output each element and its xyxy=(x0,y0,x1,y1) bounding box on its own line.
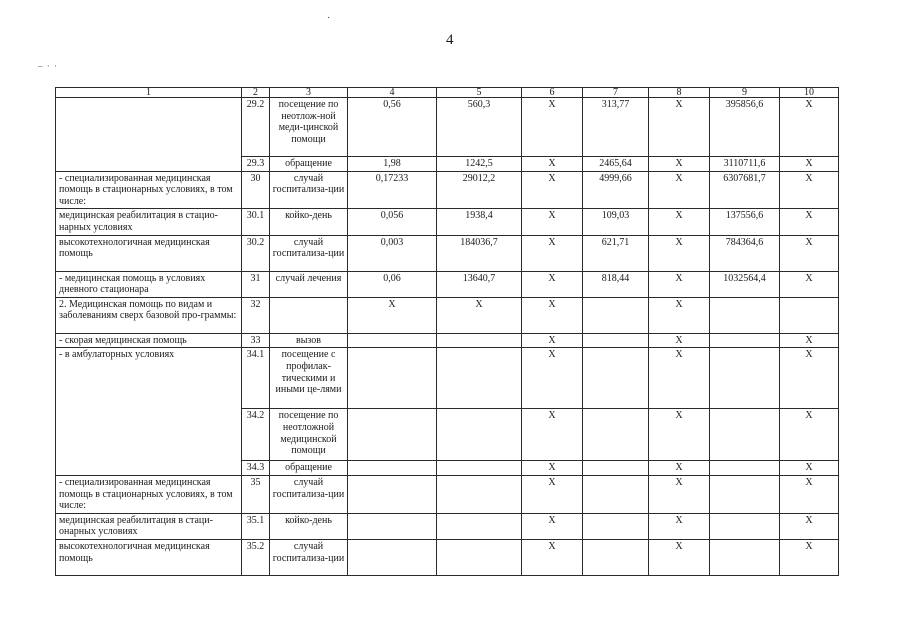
cell-c9: 137556,6 xyxy=(710,209,780,235)
cell-c5 xyxy=(437,409,522,461)
cell-unit: вызов xyxy=(270,333,348,348)
cell-unit: случай лечения xyxy=(270,271,348,297)
cell-c10: X xyxy=(780,157,839,172)
cell-code: 30.2 xyxy=(242,235,270,271)
cell-c10: X xyxy=(780,513,839,539)
cell-c7 xyxy=(583,539,649,575)
header-cell: 2 xyxy=(242,88,270,98)
cell-c4 xyxy=(348,333,437,348)
scan-artifact-dot: ˙ xyxy=(327,16,331,27)
row-name-cell: - специализированная медицинская помощь в стационарных условиях, в том числе: xyxy=(56,171,242,209)
cell-c6: X xyxy=(522,513,583,539)
cell-code: 29.3 xyxy=(242,157,270,172)
cell-c5: 184036,7 xyxy=(437,235,522,271)
cell-c7 xyxy=(583,348,649,409)
cell-c9 xyxy=(710,539,780,575)
cell-c9 xyxy=(710,461,780,476)
cell-c6: X xyxy=(522,348,583,409)
cell-code: 33 xyxy=(242,333,270,348)
page-number: 4 xyxy=(446,32,454,48)
table-row xyxy=(56,348,839,409)
cell-c4 xyxy=(348,513,437,539)
cell-c7 xyxy=(583,513,649,539)
header-cell: 7 xyxy=(583,88,649,98)
cell-c5 xyxy=(437,475,522,513)
cell-c8: X xyxy=(649,539,710,575)
cell-c7 xyxy=(583,409,649,461)
table-row xyxy=(56,235,839,271)
table-row xyxy=(56,539,839,575)
cell-c10: X xyxy=(780,333,839,348)
cell-c5 xyxy=(437,461,522,476)
cell-unit: случай госпитализа-ции xyxy=(270,171,348,209)
cell-c8: X xyxy=(649,297,710,333)
cell-c4: 0,003 xyxy=(348,235,437,271)
cell-c6: X xyxy=(522,98,583,157)
cell-c10 xyxy=(780,297,839,333)
cell-c8: X xyxy=(649,475,710,513)
cell-code: 34.3 xyxy=(242,461,270,476)
cell-c8: X xyxy=(649,513,710,539)
cell-c4: 1,98 xyxy=(348,157,437,172)
cell-c5: X xyxy=(437,297,522,333)
cell-unit: койко-день xyxy=(270,209,348,235)
row-name-cell: высокотехнологичная медицинская помощь xyxy=(56,539,242,575)
cell-c8: X xyxy=(649,157,710,172)
cell-c7: 109,03 xyxy=(583,209,649,235)
header-cell: 9 xyxy=(710,88,780,98)
cell-c4 xyxy=(348,539,437,575)
cell-c6: X xyxy=(522,409,583,461)
cell-c4 xyxy=(348,461,437,476)
row-name-cell: высокотехнологичная медицинская помощь xyxy=(56,235,242,271)
cell-c9: 395856,6 xyxy=(710,98,780,157)
cell-c4: X xyxy=(348,297,437,333)
cell-c4: 0,17233 xyxy=(348,171,437,209)
cell-c6: X xyxy=(522,171,583,209)
cell-c10: X xyxy=(780,98,839,157)
table-row xyxy=(56,98,839,157)
cell-c10: X xyxy=(780,461,839,476)
cell-c5 xyxy=(437,513,522,539)
cell-c4: 0,06 xyxy=(348,271,437,297)
cell-c9 xyxy=(710,475,780,513)
row-name-cell: - специализированная медицинская помощь в стационарных условиях, в том числе: xyxy=(56,475,242,513)
scan-artifact-mark: – · · xyxy=(38,61,58,71)
header-cell: 1 xyxy=(56,88,242,98)
cell-c8: X xyxy=(649,461,710,476)
cell-c9: 3110711,6 xyxy=(710,157,780,172)
header-cell: 10 xyxy=(780,88,839,98)
row-name-cell: - медицинская помощь в условиях дневного стационара xyxy=(56,271,242,297)
table-row xyxy=(56,171,839,209)
header-cell: 3 xyxy=(270,88,348,98)
cell-c10: X xyxy=(780,271,839,297)
cell-code: 30 xyxy=(242,171,270,209)
cell-c4 xyxy=(348,409,437,461)
cell-c10: X xyxy=(780,348,839,409)
cell-c7: 313,77 xyxy=(583,98,649,157)
cell-c8: X xyxy=(649,171,710,209)
cell-c5: 13640,7 xyxy=(437,271,522,297)
cell-c10: X xyxy=(780,409,839,461)
cell-c8: X xyxy=(649,348,710,409)
cell-c9 xyxy=(710,409,780,461)
cell-c9 xyxy=(710,348,780,409)
cell-c6: X xyxy=(522,297,583,333)
cell-unit: случай госпитализа-ции xyxy=(270,235,348,271)
cell-c7 xyxy=(583,475,649,513)
cell-c6: X xyxy=(522,539,583,575)
cell-c5 xyxy=(437,348,522,409)
cell-code: 29.2 xyxy=(242,98,270,157)
table-row xyxy=(56,513,839,539)
cell-unit: обращение xyxy=(270,461,348,476)
cell-code: 35.1 xyxy=(242,513,270,539)
cell-c9: 784364,6 xyxy=(710,235,780,271)
cell-c8: X xyxy=(649,271,710,297)
table-row xyxy=(56,297,839,333)
cell-c7: 4999,66 xyxy=(583,171,649,209)
cell-c7: 621,71 xyxy=(583,235,649,271)
cell-c4: 0,56 xyxy=(348,98,437,157)
cell-c6: X xyxy=(522,157,583,172)
cell-c10: X xyxy=(780,235,839,271)
table-row xyxy=(56,209,839,235)
cell-unit: койко-день xyxy=(270,513,348,539)
cell-c5: 29012,2 xyxy=(437,171,522,209)
cell-unit: обращение xyxy=(270,157,348,172)
cell-c5: 560,3 xyxy=(437,98,522,157)
cell-unit: случай госпитализа-ции xyxy=(270,475,348,513)
cell-c4 xyxy=(348,348,437,409)
cell-c4: 0,056 xyxy=(348,209,437,235)
cell-c6: X xyxy=(522,235,583,271)
cell-c6: X xyxy=(522,333,583,348)
table-header-row xyxy=(56,88,839,98)
cell-c9 xyxy=(710,297,780,333)
cell-c9: 1032564,4 xyxy=(710,271,780,297)
cell-c4 xyxy=(348,475,437,513)
cell-c10: X xyxy=(780,475,839,513)
cell-c6: X xyxy=(522,475,583,513)
cell-c5: 1938,4 xyxy=(437,209,522,235)
cell-code: 34.1 xyxy=(242,348,270,409)
cell-c9 xyxy=(710,333,780,348)
cell-c7: 818,44 xyxy=(583,271,649,297)
table-row xyxy=(56,475,839,513)
header-cell: 5 xyxy=(437,88,522,98)
cell-code: 31 xyxy=(242,271,270,297)
cell-c10: X xyxy=(780,539,839,575)
cell-code: 32 xyxy=(242,297,270,333)
cell-c10: X xyxy=(780,171,839,209)
cell-c9 xyxy=(710,513,780,539)
cell-c5 xyxy=(437,539,522,575)
cell-c6: X xyxy=(522,271,583,297)
cell-code: 35.2 xyxy=(242,539,270,575)
header-cell: 6 xyxy=(522,88,583,98)
cell-c9: 6307681,7 xyxy=(710,171,780,209)
row-name-cell: - в амбулаторных условиях xyxy=(56,348,242,476)
cell-c6: X xyxy=(522,461,583,476)
cell-c6: X xyxy=(522,209,583,235)
header-cell: 8 xyxy=(649,88,710,98)
cell-unit: случай госпитализа-ции xyxy=(270,539,348,575)
cell-unit: посещение по неотложной медицинской помощи xyxy=(270,409,348,461)
cell-c7: 2465,64 xyxy=(583,157,649,172)
cell-c8: X xyxy=(649,98,710,157)
row-name-cell xyxy=(56,98,242,172)
row-name-cell: - скорая медицинская помощь xyxy=(56,333,242,348)
cell-c7 xyxy=(583,461,649,476)
row-name-cell: медицинская реабилитация в стаци-онарных условиях xyxy=(56,513,242,539)
row-name-cell: 2. Медицинская помощь по видам и заболеваниям сверх базовой про-граммы: xyxy=(56,297,242,333)
header-cell: 4 xyxy=(348,88,437,98)
cell-c5 xyxy=(437,333,522,348)
data-table xyxy=(55,87,839,576)
cell-c8: X xyxy=(649,209,710,235)
cell-c7 xyxy=(583,333,649,348)
cell-code: 35 xyxy=(242,475,270,513)
cell-c7 xyxy=(583,297,649,333)
cell-c10: X xyxy=(780,209,839,235)
cell-c8: X xyxy=(649,409,710,461)
cell-unit xyxy=(270,297,348,333)
cell-unit: посещение по неотлож-ной меди-цинской помощи xyxy=(270,98,348,157)
cell-c5: 1242,5 xyxy=(437,157,522,172)
table-row xyxy=(56,333,839,348)
cell-unit: посещение с профилак-тическими и иными це-лями xyxy=(270,348,348,409)
table-row xyxy=(56,271,839,297)
cell-c8: X xyxy=(649,333,710,348)
row-name-cell: медицинская реабилитация в стацио-нарных условиях xyxy=(56,209,242,235)
cell-code: 30.1 xyxy=(242,209,270,235)
cell-code: 34.2 xyxy=(242,409,270,461)
cell-c8: X xyxy=(649,235,710,271)
